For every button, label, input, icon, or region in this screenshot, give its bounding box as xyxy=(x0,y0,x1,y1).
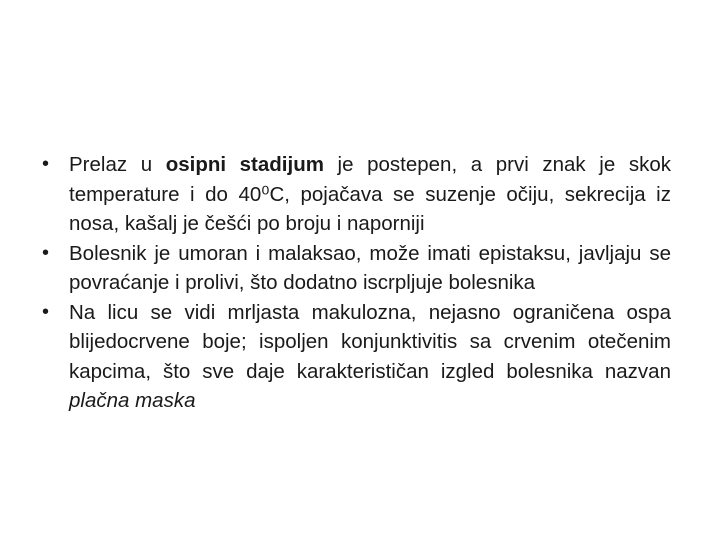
bullet-text: Bolesnik je umoran i malaksao, može imati epistaksu, javljaju se povraćanje i prolivi, što dodatno iscrpljuje bolesnika xyxy=(69,241,671,294)
bullet-marker: • xyxy=(42,153,50,175)
bullet-item-symptoms xyxy=(0,239,720,298)
bullet-marker: • xyxy=(42,300,50,323)
bullet-item-face xyxy=(0,298,720,416)
bullet-text: Prelaz u xyxy=(69,153,166,176)
bullet-text: je postepen, a prvi znak je skok temperature i do 40⁰C, pojačava se suzenje očiju, sekrecija iz nosa, kašalj je češći po broju i naporniji xyxy=(69,153,671,235)
bullet-item-onset xyxy=(0,150,720,239)
bullet-marker: • xyxy=(42,241,50,264)
bullet-text: Na licu se vidi mrljasta makulozna, nejasno ograničena ospa blijedocrvene boje; ispoljen konjunktivitis sa crvenim otečenim kapcima, što sve daje karakterističan izgled bolesnika nazvan xyxy=(69,300,671,383)
bullet-list xyxy=(0,150,720,416)
bold-term-rash-stage: osipni stadijum xyxy=(165,153,324,176)
italic-term-crying-mask: plačna maska xyxy=(69,389,196,412)
